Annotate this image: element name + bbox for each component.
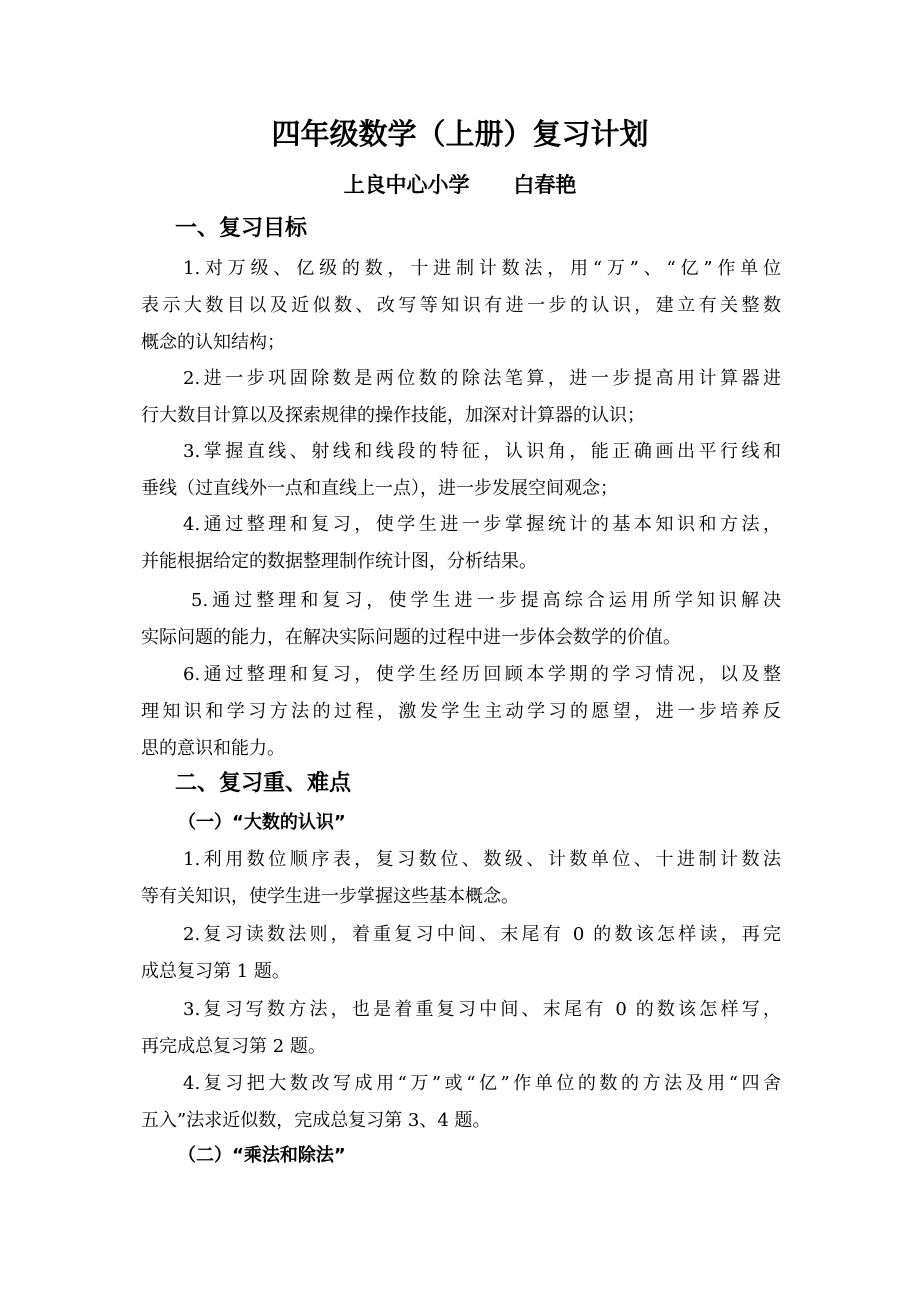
goal-1-line-3: 概念的认知结构； (141, 332, 285, 353)
goal-4-line-2: 并能根据给定的数据整理制作统计图，分析结果。 (141, 551, 537, 572)
review-item-4 (141, 1065, 781, 1139)
review-2-line-2: 成总复习第 1 题。 (141, 961, 290, 982)
goal-6-line-1: 6.通过整理和复习，使学生经历回顾本学期的学习情况，以及整 (183, 664, 781, 685)
goal-1-line-1: 1.对万级、亿级的数，十进制计数法，用“万”、“亿”作单位 (183, 258, 781, 279)
review-1-line-1: 1.利用数位顺序表，复习数位、数级、计数单位、十进制计数法 (183, 849, 781, 870)
goal-item-2 (141, 360, 781, 434)
goal-3-line-1: 3.掌握直线、射线和线段的特征，认识角，能正确画出平行线和 (183, 441, 781, 462)
subsection2-heading: （二）“乘法和除法” (178, 1145, 346, 1166)
review-2-line-1: 2.复习读数法则，着重复习中间、末尾有 0 的数该怎样读，再完 (183, 924, 781, 945)
review-4-line-2: 五入”法求近似数，完成总复习第 3、4 题。 (141, 1110, 491, 1131)
goal-5-line-1: 5.通过整理和复习，使学生进一步提高综合运用所学知识解决 (191, 590, 781, 611)
goal-5-line-2: 实际问题的能力，在解决实际问题的过程中进一步体会数学的价值。 (141, 627, 681, 648)
review-item-2 (141, 916, 781, 990)
goal-item-6 (141, 656, 781, 767)
goal-item-4 (141, 506, 781, 580)
author-line: 上良中心小学 白春艳 (343, 173, 577, 197)
goal-3-line-2: 垂线（过直线外一点和直线上一点），进一步发展空间观念； (141, 478, 618, 499)
goal-4-line-1: 4.通过整理和复习，使学生进一步掌握统计的基本知识和方法， (183, 514, 781, 535)
goal-item-3 (141, 433, 781, 507)
goal-item-5 (141, 582, 781, 656)
review-item-3 (141, 991, 781, 1065)
review-item-1 (141, 841, 781, 915)
section1-heading: 一、复习目标 (175, 216, 308, 241)
goal-2-line-1: 2.进一步巩固除数是两位数的除法笔算，进一步提高用计算器进 (183, 368, 781, 389)
subsection1-heading: （一）“大数的认识” (178, 812, 346, 833)
review-4-line-1: 4.复习把大数改写成用“万”或“亿”作单位的数的方法及用“四舍 (183, 1073, 781, 1094)
review-1-line-2: 等有关知识，使学生进一步掌握这些基本概念。 (141, 886, 519, 907)
goal-2-line-2: 行大数目计算以及探索规律的操作技能，加深对计算器的认识； (141, 405, 645, 426)
document-title: 四年级数学（上册）复习计划 (271, 117, 649, 151)
goal-6-line-3: 思的意识和能力。 (141, 738, 285, 759)
section2-heading: 二、复习重、难点 (175, 771, 352, 796)
goal-6-line-2: 理知识和学习方法的过程，激发学生主动学习的愿望，进一步培养反 (141, 701, 781, 722)
review-3-line-2: 再完成总复习第 2 题。 (141, 1036, 326, 1057)
goal-item-1 (141, 250, 781, 361)
review-3-line-1: 3.复习写数方法，也是着重复习中间、末尾有 0 的数该怎样写， (183, 999, 781, 1020)
goal-1-line-2: 表示大数目以及近似数、改写等知识有进一步的认识，建立有关整数 (141, 295, 781, 316)
